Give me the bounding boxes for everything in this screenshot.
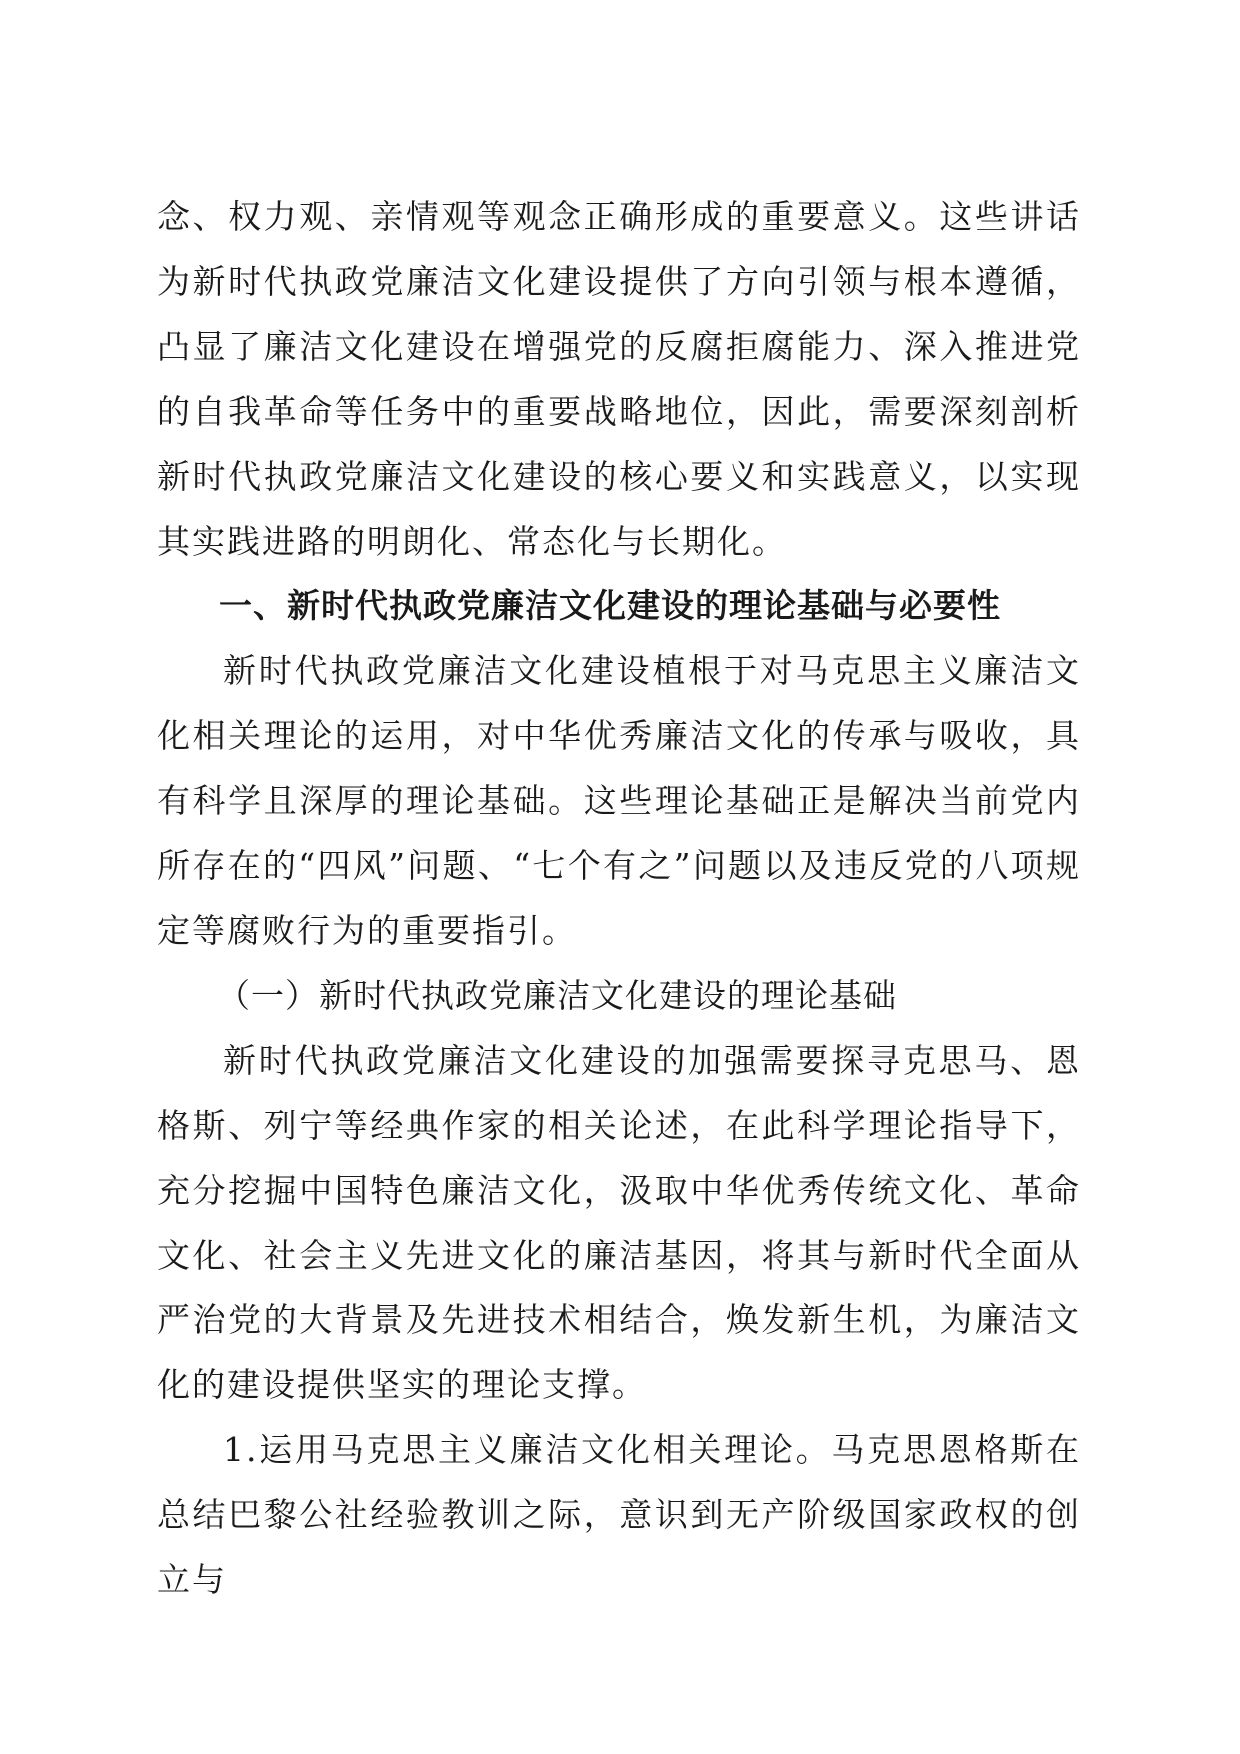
subsection-heading: （一）新时代执政党廉洁文化建设的理论基础: [217, 975, 897, 1015]
document-body: [157, 185, 1081, 1613]
paragraph-continuation: 念、权力观、亲情观等观念正确形成的重要意义。这些讲话为新时代执政党廉洁文化建设提供了方向引领与根本遵循，凸显了廉洁文化建设在增强党的反腐拒腐能力、深入推进党的自我革命等任务中的重要战略地位，因此，需要深刻剖析新时代执政党廉洁文化建设的核心要义和实践意义，以实现其实践进路的明朗化、常态化与长期化。: [157, 197, 1081, 561]
paragraph-section-intro: 新时代执政党廉洁文化建设植根于对马克思主义廉洁文化相关理论的运用，对中华优秀廉洁文化的传承与吸收，具有科学且深厚的理论基础。这些理论基础正是解决当前党内所存在的“四风”问题、“七个有之”问题以及违反党的八项规定等腐败行为的重要指引。: [157, 651, 1081, 950]
paragraph-marxism-theory: 1.运用马克思主义廉洁文化相关理论。马克思恩格斯在总结巴黎公社经验教训之际，意识到无产阶级国家政权的创立与: [157, 1430, 1081, 1600]
section-heading-1: 一、新时代执政党廉洁文化建设的理论基础与必要性: [219, 586, 1001, 626]
paragraph-theory-basis: 新时代执政党廉洁文化建设的加强需要探寻克思马、恩格斯、列宁等经典作家的相关论述，在此科学理论指导下，充分挖掘中国特色廉洁文化，汲取中华优秀传统文化、革命文化、社会主义先进文化的廉洁基因，将其与新时代全面从严治党的大背景及先进技术相结合，焕发新生机，为廉洁文化的建设提供坚实的理论支撑。: [157, 1040, 1081, 1405]
